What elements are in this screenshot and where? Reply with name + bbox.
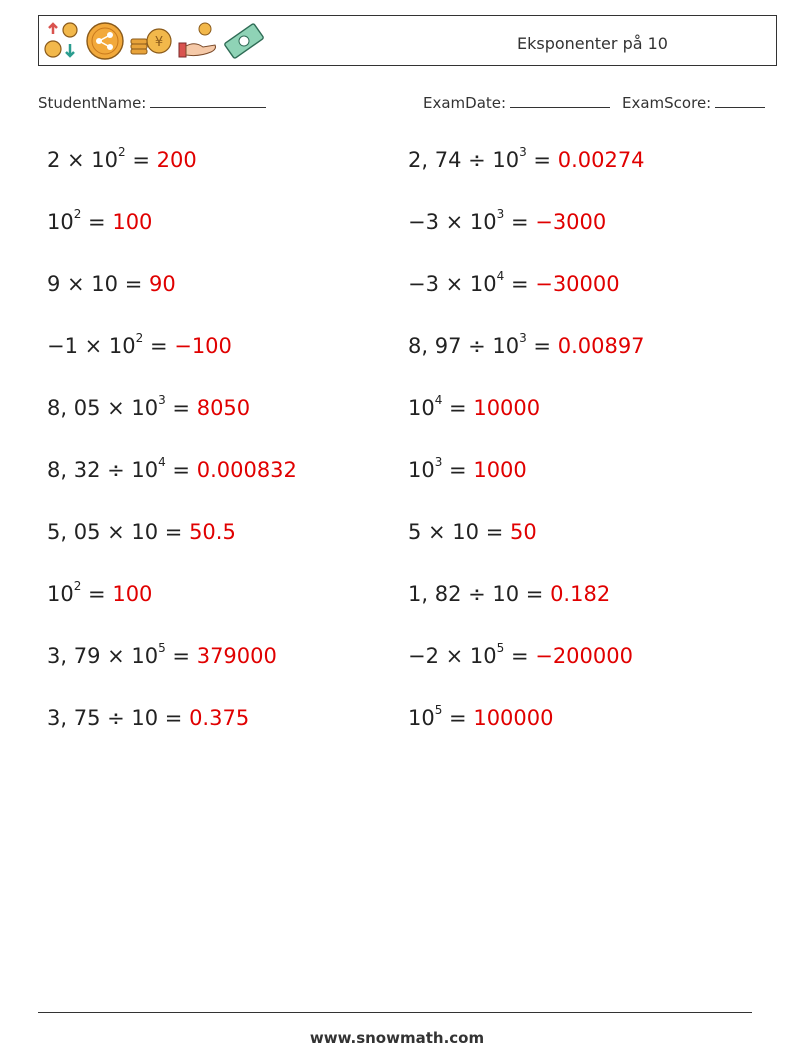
problem-item bbox=[47, 207, 153, 234]
problem-equals: = bbox=[442, 458, 474, 482]
hand-coin-icon bbox=[177, 21, 219, 61]
problem-equals: = bbox=[81, 210, 113, 234]
problem-item bbox=[408, 703, 554, 730]
problem-item bbox=[47, 455, 297, 482]
problem-item bbox=[47, 520, 236, 544]
problem-item bbox=[47, 145, 197, 172]
problem-exponent: 3 bbox=[519, 145, 527, 159]
problem-answer: 1000 bbox=[473, 458, 527, 482]
footer-divider bbox=[38, 1012, 752, 1013]
problem-item bbox=[408, 393, 541, 420]
problem-answer: 8050 bbox=[196, 396, 251, 420]
problem-answer: −30000 bbox=[535, 272, 620, 296]
header-icons bbox=[43, 21, 265, 61]
student-name-field bbox=[38, 93, 266, 112]
problem-item bbox=[408, 269, 620, 296]
problem-expression: 8, 05 × 10 bbox=[47, 396, 159, 420]
problem-answer: 0.375 bbox=[189, 706, 250, 730]
problem-item bbox=[408, 331, 645, 358]
problem-exponent: 4 bbox=[496, 269, 505, 283]
problem-exponent: 2 bbox=[73, 579, 82, 593]
problem-answer: −200000 bbox=[535, 644, 633, 668]
problem-answer: 10000 bbox=[473, 396, 541, 420]
problem-expression: −3 × 10 bbox=[408, 272, 497, 296]
problem-exponent: 5 bbox=[434, 703, 443, 717]
problem-equals: = bbox=[526, 334, 558, 358]
footer-url: www.snowmath.com bbox=[309, 1029, 485, 1047]
exam-score-field bbox=[622, 93, 765, 112]
problem-expression: 5, 05 × 10 bbox=[47, 520, 159, 544]
problem-expression: 2, 74 ÷ 10 bbox=[408, 148, 520, 172]
problem-exponent: 4 bbox=[158, 455, 166, 469]
problem-equals: = bbox=[118, 272, 149, 296]
exam-date-line[interactable] bbox=[510, 93, 610, 108]
problem-equals: = bbox=[165, 644, 197, 668]
problem-equals: = bbox=[165, 396, 197, 420]
problem-answer: 90 bbox=[148, 272, 176, 296]
coin-up-down-arrows-icon bbox=[43, 21, 81, 61]
problem-item bbox=[47, 706, 249, 730]
problem-answer: 100 bbox=[112, 210, 153, 234]
problem-equals: = bbox=[125, 148, 157, 172]
problem-exponent: 3 bbox=[496, 207, 505, 221]
problem-item bbox=[408, 145, 645, 172]
problem-expression: 10 bbox=[47, 582, 74, 606]
problem-answer: 379000 bbox=[196, 644, 277, 668]
problem-answer: 0.182 bbox=[550, 582, 611, 606]
problem-equals: = bbox=[519, 582, 551, 606]
problem-answer: −100 bbox=[174, 334, 232, 358]
problem-equals: = bbox=[504, 272, 536, 296]
problem-answer: 50.5 bbox=[189, 520, 236, 544]
problem-expression: −3 × 10 bbox=[408, 210, 497, 234]
problem-expression: 8, 97 ÷ 10 bbox=[408, 334, 520, 358]
problem-expression: 9 × 10 bbox=[47, 272, 119, 296]
problem-expression: 10 bbox=[47, 210, 74, 234]
problem-exponent: 3 bbox=[434, 455, 443, 469]
problem-item bbox=[47, 272, 176, 296]
problem-equals: = bbox=[158, 520, 190, 544]
problem-expression: 1, 82 ÷ 10 bbox=[408, 582, 520, 606]
problem-equals: = bbox=[165, 458, 197, 482]
problem-equals: = bbox=[504, 210, 536, 234]
problem-item bbox=[408, 582, 610, 606]
problem-equals: = bbox=[81, 582, 113, 606]
problem-expression: −1 × 10 bbox=[47, 334, 136, 358]
problem-expression: 2 × 10 bbox=[47, 148, 119, 172]
problem-expression: 10 bbox=[408, 706, 435, 730]
problem-item bbox=[408, 520, 537, 544]
problem-item bbox=[408, 207, 607, 234]
exam-date-field bbox=[423, 93, 610, 112]
problem-expression: 10 bbox=[408, 458, 435, 482]
problem-expression: 3, 75 ÷ 10 bbox=[47, 706, 159, 730]
problem-item bbox=[47, 393, 251, 420]
problem-exponent: 2 bbox=[135, 331, 144, 345]
problem-equals: = bbox=[442, 706, 474, 730]
student-name-label: StudentName: bbox=[38, 94, 147, 112]
problem-answer: 0.00897 bbox=[557, 334, 645, 358]
problem-answer: 200 bbox=[156, 148, 197, 172]
problem-equals: = bbox=[442, 396, 474, 420]
problem-exponent: 2 bbox=[118, 145, 126, 159]
problem-expression: 3, 79 × 10 bbox=[47, 644, 159, 668]
problem-equals: = bbox=[143, 334, 175, 358]
problem-expression: −2 × 10 bbox=[408, 644, 497, 668]
problem-item bbox=[408, 641, 633, 668]
problem-expression: 5 × 10 bbox=[408, 520, 480, 544]
yen-coin-stack-icon bbox=[129, 21, 173, 61]
banknote-icon bbox=[223, 21, 265, 61]
header-box bbox=[38, 15, 777, 66]
problem-item bbox=[408, 455, 527, 482]
problem-expression: 10 bbox=[408, 396, 435, 420]
problem-equals: = bbox=[158, 706, 190, 730]
problem-item bbox=[47, 579, 153, 606]
problem-exponent: 5 bbox=[496, 641, 505, 655]
student-name-line[interactable] bbox=[150, 93, 266, 108]
problem-expression: 8, 32 ÷ 10 bbox=[47, 458, 159, 482]
problem-item bbox=[47, 331, 232, 358]
problem-answer: −3000 bbox=[535, 210, 607, 234]
svg-text:¥: ¥ bbox=[154, 35, 164, 50]
problem-item bbox=[47, 641, 277, 668]
exam-score-line[interactable] bbox=[715, 93, 765, 108]
problem-exponent: 2 bbox=[73, 207, 82, 221]
problem-answer: 50 bbox=[509, 520, 537, 544]
problem-equals: = bbox=[504, 644, 536, 668]
problem-equals: = bbox=[526, 148, 558, 172]
problem-exponent: 5 bbox=[158, 641, 166, 655]
problem-equals: = bbox=[479, 520, 510, 544]
exam-date-label: ExamDate: bbox=[423, 94, 507, 112]
ripple-coin-icon bbox=[85, 21, 125, 61]
problem-exponent: 4 bbox=[434, 393, 443, 407]
problem-exponent: 3 bbox=[158, 393, 166, 407]
problem-answer: 0.000832 bbox=[196, 458, 297, 482]
exam-score-label: ExamScore: bbox=[622, 94, 712, 112]
problem-exponent: 3 bbox=[519, 331, 527, 345]
problem-answer: 100 bbox=[112, 582, 153, 606]
problem-answer: 100000 bbox=[473, 706, 554, 730]
worksheet-title: Eksponenter på 10 bbox=[517, 34, 668, 53]
problem-answer: 0.00274 bbox=[557, 148, 645, 172]
